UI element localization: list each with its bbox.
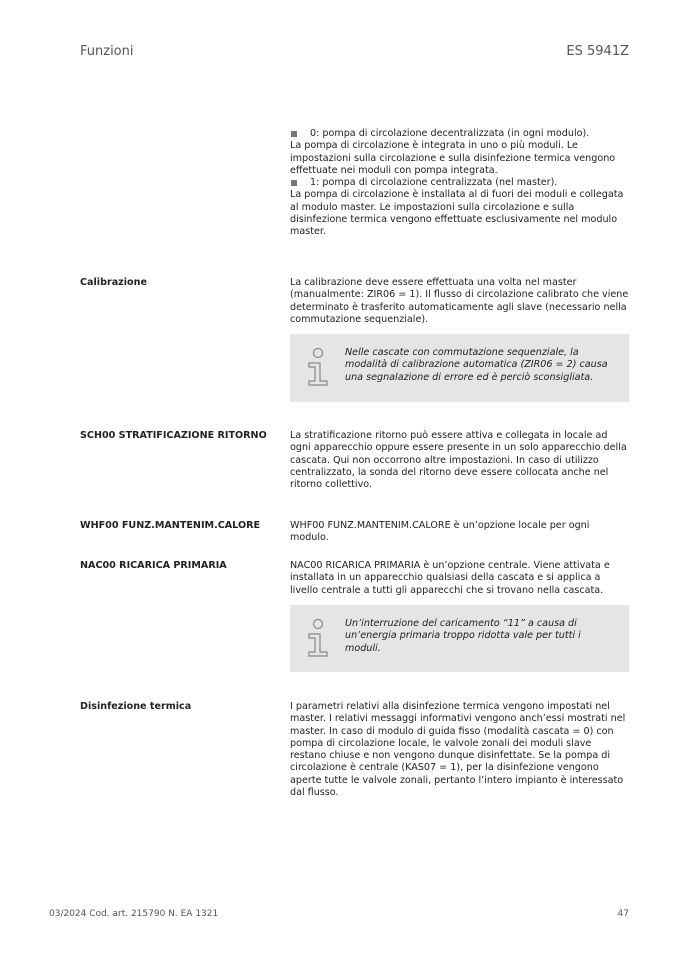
section-label-disinfezione: Disinfezione termica bbox=[80, 701, 192, 712]
list-item-desc: La pompa di circolazione è installata al di fuori dei moduli e collegata al modulo master. Le impostazioni sulla circolazione e sulla disinfezione termica vengono effettuate esclusivamente nel modulo master. bbox=[290, 189, 624, 238]
paragraph: WHF00 FUNZ.MANTENIM.CALORE è un’opzione locale per ogni modulo. bbox=[290, 520, 590, 544]
paragraph: I parametri relativi alla disinfezione termica vengono impostati nel master. I relativi messaggi informativi vengono anch’essi mostrati nel master. In caso di modulo di guida fisso (modalità cascata = 0) con pompa di circolazione locale, le valvole zonali dei moduli slave restano chiuse e non vengono dunque disinfettate. Se la pompa di circolazione è centrale (KAS07 = 1), per la disinfezione vengono aperte tutte le valvole zonali, pertanto l’intero impianto è interessato dal flusso. bbox=[290, 701, 626, 799]
section-label-ricarica: NAC00 RICARICA PRIMARIA bbox=[80, 560, 227, 571]
info-icon bbox=[307, 347, 329, 387]
bullet-square-icon bbox=[291, 180, 297, 186]
list-item bbox=[290, 177, 629, 189]
circulation-options-list bbox=[290, 128, 629, 239]
list-item-title: 1: pompa di circolazione centralizzata (nel master). bbox=[310, 177, 558, 189]
section-text-mantenim bbox=[290, 520, 629, 545]
info-note-calibrazione bbox=[290, 334, 629, 402]
bullet-square-icon bbox=[291, 131, 297, 137]
info-icon bbox=[307, 618, 329, 658]
section-label-stratificazione: SCH00 STRATIFICAZIONE RITORNO bbox=[80, 430, 267, 441]
section-text-calibrazione bbox=[290, 277, 629, 326]
paragraph: La calibrazione deve essere effettuata una volta nel master (manualmente: ZIR06 = 1). Il flusso di circolazione calibrato che viene determinato è trasferito automaticamente agli slave (necessario nella commutazione sequenziale). bbox=[290, 277, 629, 325]
paragraph: La stratificazione ritorno può essere attiva e collegata in locale ad ogni apparecchio oppure essere presente in un solo apparecchio della cascata. Qui non occorrono altre impostazioni. In caso di utilizzo centralizzato, la sonda del ritorno deve essere collocata anche nel ritorno collettivo. bbox=[290, 430, 627, 491]
section-text-disinfezione bbox=[290, 701, 629, 799]
header-section-title: Funzioni bbox=[80, 44, 134, 59]
note-text: Nelle cascate con commutazione sequenziale, la modalità di calibrazione automatica (ZIR06 = 2) causa una segnalazione di errore ed è perciò sconsigliata. bbox=[345, 347, 608, 383]
list-item bbox=[290, 128, 629, 140]
note-text: Un’interruzione del caricamento “11” a causa di un’energia primaria troppo ridotta vale per tutti i moduli. bbox=[345, 618, 581, 654]
section-label-mantenim: WHF00 FUNZ.MANTENIM.CALORE bbox=[80, 520, 261, 531]
list-item-title: 0: pompa di circolazione decentralizzata (in ogni modulo). bbox=[310, 128, 590, 139]
header-model: ES 5941Z bbox=[566, 44, 629, 59]
page-number: 47 bbox=[617, 909, 629, 919]
list-item-desc: La pompa di circolazione è integrata in uno o più moduli. Le impostazioni sulla circolazione e sulla disinfezione termica vengono effettuate nei moduli con pompa integrata. bbox=[290, 140, 616, 176]
section-text-stratificazione bbox=[290, 430, 629, 491]
footer-code: 03/2024 Cod. art. 215790 N. EA 1321 bbox=[49, 909, 219, 919]
paragraph: NAC00 RICARICA PRIMARIA è un’opzione centrale. Viene attivata e installata in un apparecchio qualsiasi della cascata e si applica a livello centrale a tutti gli apparecchi che si trovano nella cascata. bbox=[290, 560, 610, 596]
section-text-ricarica bbox=[290, 560, 629, 597]
info-note-ricarica bbox=[290, 605, 629, 672]
section-label-calibrazione: Calibrazione bbox=[80, 277, 147, 288]
